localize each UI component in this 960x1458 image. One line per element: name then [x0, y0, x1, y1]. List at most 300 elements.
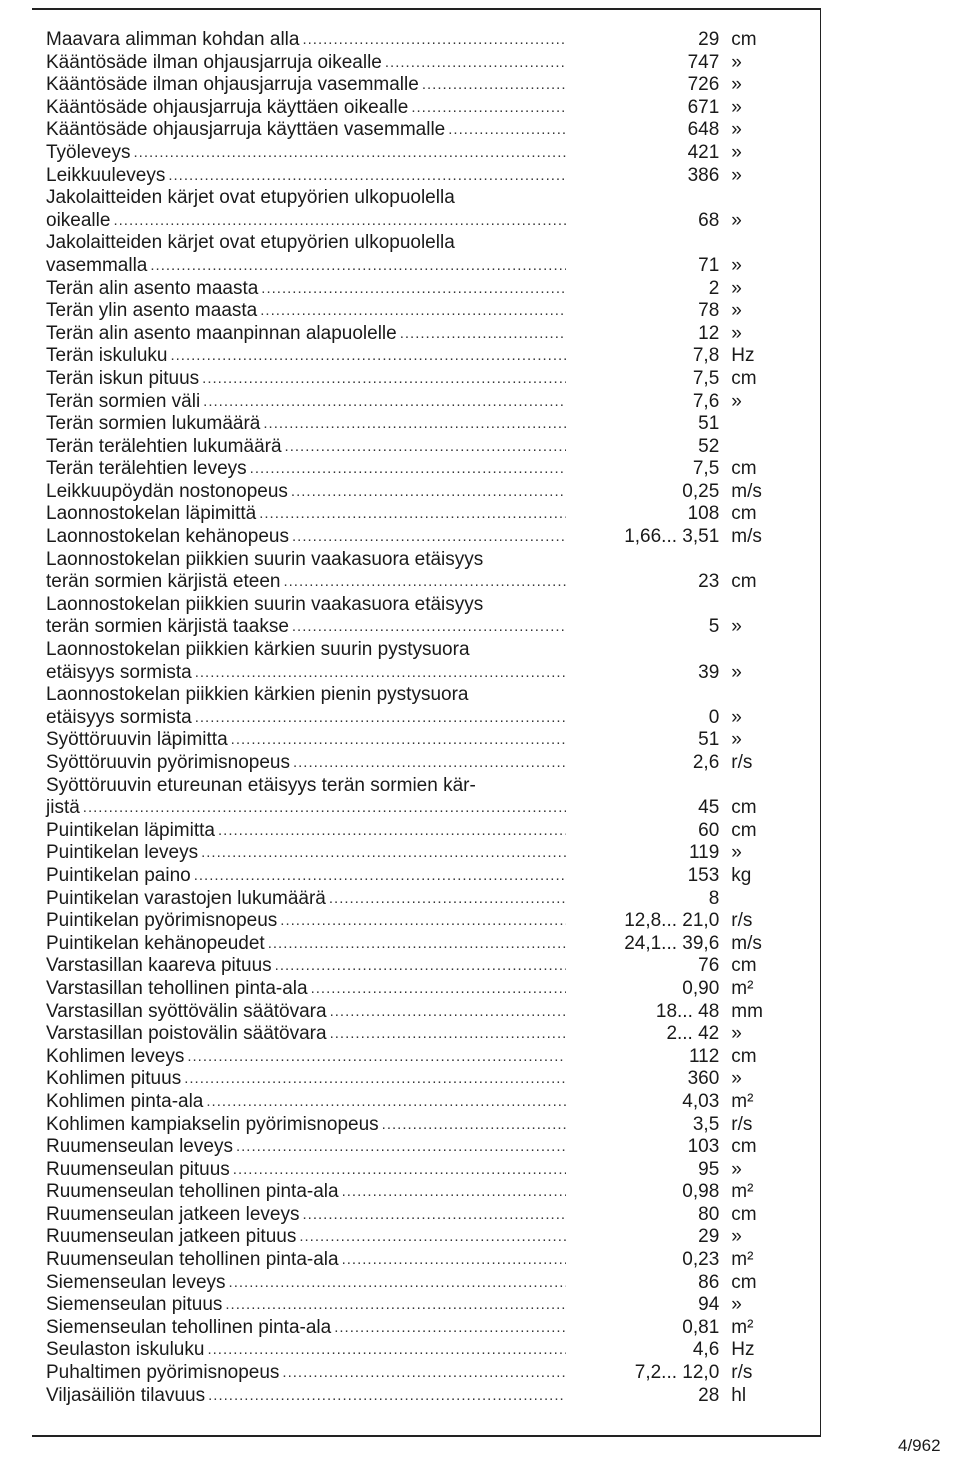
row-label [46, 1385, 566, 1408]
leader-dots [206, 1091, 566, 1114]
leader-dots [113, 210, 566, 233]
table-row [46, 752, 786, 775]
row-label-line [46, 910, 566, 933]
leader-dots [299, 1226, 566, 1249]
row-label-text: Jakolaitteiden kärjet ovat etupyörien ulkopuolella [46, 232, 455, 254]
row-label-text: Ruumenseulan leveys [46, 1136, 233, 1158]
row-label-line [46, 1091, 566, 1114]
row-value: 1,66... 3,51 [624, 526, 720, 548]
row-label [46, 74, 566, 97]
row-value: 2 [708, 277, 720, 299]
leader-dots [260, 300, 566, 323]
row-label-text: Varstasillan kaareva pituus [46, 955, 272, 977]
row-unit: m² [731, 1181, 754, 1203]
row-label-text: Terän alin asento maanpinnan alapuolelle [46, 322, 397, 344]
row-label-line [46, 1249, 566, 1272]
table-row [46, 29, 786, 52]
row-unit: » [731, 729, 742, 751]
table-row [46, 52, 786, 75]
leader-dots [280, 910, 566, 933]
row-label [46, 933, 566, 956]
table-row [46, 368, 786, 391]
leader-dots [311, 978, 566, 1001]
row-label [46, 820, 566, 843]
row-label-text: Kohlimen kampiakselin pyörimisnopeus [46, 1113, 379, 1135]
row-unit: r/s [731, 1362, 753, 1384]
row-label-line [46, 1068, 566, 1091]
row-value: 726 [687, 74, 720, 96]
row-unit: m² [731, 1316, 754, 1338]
table-row [46, 1249, 786, 1272]
leader-dots [150, 255, 566, 278]
row-label [46, 1001, 566, 1024]
row-label-line [46, 1272, 566, 1295]
leader-dots [184, 1068, 566, 1091]
row-label-text: Ruumenseulan tehollinen pinta-ala [46, 1249, 339, 1271]
row-label-text: Puintikelan pyörimisnopeus [46, 910, 278, 932]
leader-dots [282, 1362, 566, 1385]
leader-dots [302, 29, 566, 52]
row-label-text: Terän terälehtien lukumäärä [46, 435, 282, 457]
leader-dots [250, 458, 566, 481]
row-unit: » [731, 96, 742, 118]
row-label-line [46, 978, 566, 1001]
row-value: 2,6 [692, 752, 720, 773]
table-row [46, 142, 786, 165]
row-unit: mm [731, 1000, 763, 1022]
row-label-line [46, 210, 566, 233]
row-label-line [46, 1114, 566, 1137]
row-label [46, 842, 566, 865]
leader-dots [283, 571, 566, 594]
row-value: 108 [687, 503, 720, 525]
row-label [46, 1023, 566, 1046]
row-label-line [46, 1362, 566, 1385]
row-label-text: Puhaltimen pyörimisnopeus [46, 1362, 280, 1384]
row-value: 80 [698, 1203, 720, 1225]
row-label [46, 300, 566, 323]
row-label-text: Varstasillan poistovälin säätövara [46, 1023, 327, 1045]
table-row [46, 955, 786, 978]
row-label-text: Puintikelan kehänopeudet [46, 932, 265, 954]
row-value: 0,81 [682, 1316, 720, 1338]
row-value: 2... 42 [666, 1023, 720, 1045]
row-unit: m² [731, 1249, 754, 1271]
row-label-line [46, 481, 566, 504]
row-label [46, 775, 566, 820]
leader-dots [268, 933, 566, 956]
table-row [46, 594, 786, 639]
row-label-text: Puintikelan varastojen lukumäärä [46, 887, 326, 909]
table-row [46, 910, 786, 933]
row-label-text: Syöttöruuvin pyörimisnopeus [46, 752, 290, 773]
row-label-text: Varstasillan syöttövälin säätövara [46, 1000, 327, 1022]
table-row [46, 1272, 786, 1295]
table-row [46, 436, 786, 459]
row-label [46, 52, 566, 75]
row-unit: m/s [731, 526, 762, 548]
row-label-text: Puintikelan läpimitta [46, 819, 215, 841]
row-value: 103 [687, 1136, 720, 1158]
row-label [46, 1136, 566, 1159]
row-label-text: Ruumenseulan pituus [46, 1158, 230, 1180]
row-value: 153 [687, 864, 720, 886]
row-label-text: Laonnostokelan piikkien kärkien pienin pystysuora [46, 684, 469, 706]
table-row [46, 458, 786, 481]
row-label-line [46, 300, 566, 323]
row-label [46, 29, 566, 52]
table-row [46, 549, 786, 594]
table-row [46, 1114, 786, 1137]
row-label-text: Varstasillan tehollinen pinta-ala [46, 977, 308, 999]
leader-dots [187, 1046, 566, 1069]
table-row [46, 503, 786, 526]
row-unit: cm [731, 571, 757, 593]
row-value: 3,5 [692, 1113, 720, 1135]
row-label-line [46, 142, 566, 165]
row-label-text: Terän terälehtien leveys [46, 458, 247, 480]
row-value: 23 [698, 571, 720, 593]
row-value: 68 [698, 209, 720, 231]
row-label-text: Terän alin asento maasta [46, 277, 259, 299]
row-unit: » [731, 51, 742, 73]
row-label [46, 978, 566, 1001]
row-label [46, 187, 566, 232]
row-unit: r/s [731, 1113, 753, 1135]
row-unit: cm [731, 503, 757, 525]
leader-dots [334, 1317, 566, 1340]
row-label-line [46, 391, 566, 414]
leader-dots [233, 1159, 566, 1182]
row-label-line [46, 842, 566, 865]
row-label-line [46, 1159, 566, 1182]
row-value: 671 [687, 96, 720, 118]
leader-dots [382, 1114, 566, 1137]
table-row [46, 165, 786, 188]
row-label-line [46, 1204, 566, 1227]
leader-dots [292, 616, 566, 639]
row-value: 28 [698, 1384, 720, 1406]
row-label-text: Kohlimen leveys [46, 1045, 185, 1067]
row-unit: » [731, 277, 742, 299]
leader-dots [203, 391, 566, 414]
row-value: 112 [688, 1045, 720, 1067]
row-value: 29 [698, 1226, 720, 1248]
row-value: 51 [698, 729, 720, 751]
row-label [46, 232, 566, 277]
page-number: 4/962 [898, 1436, 941, 1455]
row-label-text: Siemenseulan pituus [46, 1294, 223, 1316]
row-label [46, 1091, 566, 1114]
leader-dots [195, 707, 566, 730]
leader-dots [201, 842, 566, 865]
row-value: 7,5 [692, 458, 720, 480]
row-label [46, 1362, 566, 1385]
row-label-text: Viljasäiliön tilavuus [46, 1384, 206, 1406]
row-unit: Hz [731, 1339, 755, 1361]
row-label [46, 165, 566, 188]
leader-dots [236, 1136, 566, 1159]
row-label-line [46, 549, 566, 572]
row-label [46, 526, 566, 549]
row-label-text: etäisyys sormista [46, 706, 192, 728]
row-label-line [46, 707, 566, 730]
leader-dots [330, 1023, 566, 1046]
row-label [46, 1272, 566, 1295]
leader-dots [170, 345, 566, 368]
row-label-text: Ruumenseulan jatkeen pituus [46, 1226, 297, 1248]
table-row [46, 775, 786, 820]
row-label-text: Laonnostokelan piikkien suurin vaakasuora etäisyys [46, 593, 484, 615]
leader-dots [292, 526, 566, 549]
row-label-line [46, 1294, 566, 1317]
leader-dots [225, 1294, 566, 1317]
row-unit: m² [731, 1090, 754, 1112]
row-label-text: Puintikelan leveys [46, 842, 199, 864]
row-label [46, 865, 566, 888]
row-unit: » [731, 141, 742, 163]
leader-dots [261, 278, 566, 301]
leader-dots [293, 752, 566, 775]
leader-dots [285, 436, 566, 459]
row-value: 0,90 [682, 977, 720, 999]
row-label-text: Syöttöruuvin etureunan etäisyys terän sormien kär- [46, 774, 476, 796]
row-unit: m² [731, 977, 754, 999]
leader-dots [195, 662, 566, 685]
row-label [46, 752, 566, 775]
row-unit: cm [731, 458, 757, 480]
row-label-line [46, 165, 566, 188]
table-row [46, 74, 786, 97]
row-label-line [46, 368, 566, 391]
row-label [46, 97, 566, 120]
row-label-line [46, 97, 566, 120]
row-label [46, 1226, 566, 1249]
row-label-text: Laonnostokelan läpimittä [46, 503, 257, 525]
row-label-line [46, 1001, 566, 1024]
row-label-line [46, 119, 566, 142]
table-row [46, 413, 786, 436]
row-unit: » [731, 1294, 742, 1316]
row-value: 7,6 [692, 390, 720, 412]
row-label [46, 1249, 566, 1272]
row-label-text: etäisyys sormista [46, 661, 192, 683]
row-value: 94 [698, 1294, 720, 1316]
row-unit: cm [731, 29, 757, 50]
row-label-line [46, 255, 566, 278]
row-value: 0,23 [682, 1249, 720, 1271]
leader-dots [291, 481, 566, 504]
row-label-text: Kohlimen pinta-ala [46, 1090, 204, 1112]
row-label [46, 1339, 566, 1362]
row-unit: r/s [731, 752, 753, 773]
leader-dots [411, 97, 566, 120]
row-unit: » [731, 1158, 742, 1180]
row-label-text: Kääntösäde ilman ohjausjarruja oikealle [46, 51, 382, 73]
row-label-line [46, 436, 566, 459]
row-value: 421 [687, 141, 720, 163]
row-value: 119 [688, 842, 720, 864]
row-label-text: terän sormien kärjistä taakse [46, 616, 289, 638]
row-label-line [46, 74, 566, 97]
row-label-line [46, 865, 566, 888]
row-unit: cm [731, 1271, 757, 1293]
row-label-line [46, 526, 566, 549]
leader-dots [229, 1272, 566, 1295]
table-row [46, 187, 786, 232]
row-label-line [46, 232, 566, 255]
row-label [46, 1159, 566, 1182]
table-row [46, 1023, 786, 1046]
row-label [46, 910, 566, 933]
leader-dots [342, 1249, 566, 1272]
row-label [46, 729, 566, 752]
row-label-line [46, 955, 566, 978]
row-unit: cm [731, 1045, 757, 1067]
row-label-line [46, 639, 566, 662]
row-label-line [46, 571, 566, 594]
row-label [46, 436, 566, 459]
row-label [46, 639, 566, 684]
row-label-text: Syöttöruuvin läpimitta [46, 729, 228, 751]
row-label [46, 503, 566, 526]
row-label-text: Laonnostokelan piikkien kärkien suurin pystysuora [46, 639, 470, 661]
row-unit: » [731, 1226, 742, 1248]
table-row [46, 1181, 786, 1204]
row-label-text: Laonnostokelan piikkien suurin vaakasuora etäisyys [46, 548, 484, 570]
leader-dots [218, 820, 566, 843]
row-value: 29 [698, 29, 720, 50]
table-row [46, 323, 786, 346]
row-label-text: Kääntösäde ohjausjarruja käyttäen oikealle [46, 96, 409, 118]
leader-dots [303, 1204, 567, 1227]
row-label [46, 955, 566, 978]
table-row [46, 1362, 786, 1385]
row-label-text: Terän iskuluku [46, 345, 168, 367]
row-value: 45 [698, 797, 720, 819]
table-row [46, 639, 786, 684]
row-label [46, 594, 566, 639]
table-row [46, 1091, 786, 1114]
leader-dots [330, 1001, 566, 1024]
row-label [46, 1204, 566, 1227]
row-label-line [46, 752, 566, 775]
row-label [46, 323, 566, 346]
row-value: 360 [687, 1068, 720, 1090]
row-label-text: Leikkuuleveys [46, 164, 166, 186]
row-label-line [46, 888, 566, 911]
table-row [46, 1226, 786, 1249]
row-label [46, 413, 566, 436]
leader-dots [385, 52, 566, 75]
row-unit: cm [731, 1136, 757, 1158]
row-unit: » [731, 74, 742, 96]
table-row [46, 526, 786, 549]
leader-dots [448, 119, 566, 142]
table-row [46, 1159, 786, 1182]
row-value: 5 [708, 616, 720, 638]
leader-dots [83, 797, 566, 820]
leader-dots [208, 1385, 566, 1408]
table-row [46, 119, 786, 142]
leader-dots [202, 368, 566, 391]
row-unit: cm [731, 955, 757, 977]
row-unit: » [731, 119, 742, 141]
table-row [46, 729, 786, 752]
table-row [46, 232, 786, 277]
table-row [46, 888, 786, 911]
table-row [46, 97, 786, 120]
row-value: 39 [698, 661, 720, 683]
table-row [46, 1385, 786, 1408]
row-label-line [46, 797, 566, 820]
row-value: 747 [687, 51, 720, 73]
table-row [46, 300, 786, 323]
row-label-line [46, 1317, 566, 1340]
leader-dots [259, 503, 566, 526]
row-value: 7,8 [692, 345, 720, 367]
row-label-text: Työleveys [46, 141, 131, 163]
row-label-text: Ruumenseulan tehollinen pinta-ala [46, 1181, 339, 1203]
leader-dots [231, 729, 566, 752]
row-label [46, 278, 566, 301]
row-label-text: Kääntösäde ilman ohjausjarruja vasemmalle [46, 74, 419, 96]
row-value: 4,6 [692, 1339, 720, 1361]
row-label-line [46, 1046, 566, 1069]
row-label-text: Jakolaitteiden kärjet ovat etupyörien ulkopuolella [46, 187, 455, 209]
row-label [46, 345, 566, 368]
table-row [46, 865, 786, 888]
row-label-line [46, 29, 566, 52]
row-value: 71 [698, 254, 720, 276]
row-value: 648 [687, 119, 720, 141]
row-label-line [46, 52, 566, 75]
row-unit: Hz [731, 345, 755, 367]
row-value: 12,8... 21,0 [624, 910, 720, 932]
row-label-line [46, 1385, 566, 1408]
row-unit: cm [731, 1203, 757, 1225]
row-value: 95 [698, 1158, 720, 1180]
table-row [46, 278, 786, 301]
row-unit: kg [731, 864, 752, 886]
row-value: 0 [708, 706, 720, 728]
row-unit: » [731, 1068, 742, 1090]
row-label [46, 1317, 566, 1340]
leader-dots [263, 413, 566, 436]
row-unit: cm [731, 367, 757, 389]
row-label [46, 458, 566, 481]
table-row [46, 391, 786, 414]
row-value: 8 [708, 887, 720, 909]
row-label [46, 119, 566, 142]
table-row [46, 820, 786, 843]
row-label [46, 1294, 566, 1317]
row-label [46, 1068, 566, 1091]
table-row [46, 1339, 786, 1362]
table-row [46, 842, 786, 865]
row-label-line [46, 187, 566, 210]
row-value: 0,25 [682, 480, 720, 502]
row-label-line [46, 1339, 566, 1362]
row-label [46, 1046, 566, 1069]
row-label-text: Ruumenseulan jatkeen leveys [46, 1203, 300, 1225]
table-row [46, 1001, 786, 1024]
leader-dots [133, 142, 566, 165]
row-label-line [46, 1023, 566, 1046]
row-label-text: Kääntösäde ohjausjarruja käyttäen vasemmalle [46, 119, 446, 141]
row-label-text: Maavara alimman kohdan alla [46, 29, 300, 50]
row-value: 18... 48 [655, 1000, 720, 1022]
